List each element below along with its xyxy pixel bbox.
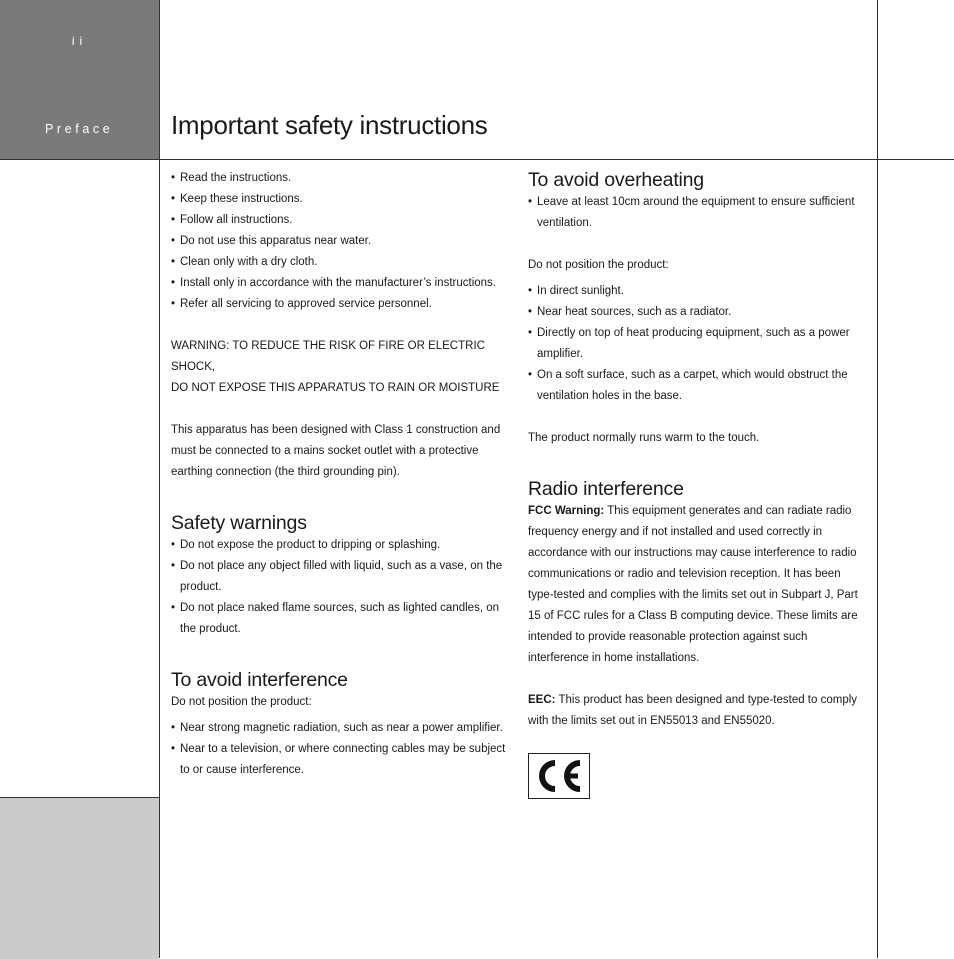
eec-label: EEC: (528, 694, 556, 706)
right-rule (877, 0, 878, 958)
sidebar-footer-panel (0, 797, 159, 959)
list-item: • Refer all servicing to approved service personnel. (171, 294, 511, 315)
safety-warnings-heading: Safety warnings (171, 512, 307, 534)
warning-line-1: WARNING: TO REDUCE THE RISK OF FIRE OR ELECTRIC SHOCK, (171, 340, 485, 373)
fcc-label: FCC Warning: (528, 505, 605, 517)
warning-line-2: DO NOT EXPOSE THIS APPARATUS TO RAIN OR MOISTURE (171, 382, 500, 394)
ce-mark-icon (533, 757, 585, 795)
list-item: • Clean only with a dry cloth. (171, 252, 511, 273)
fcc-text: This equipment generates and can radiate radio frequency energy and if not installed and used correctly in accordance with our instructions may cause interference to radio communications or radio and television reception. It has been type-tested and complies with the limits set out in Subpart J, Part 15 of FCC rules for a Class B computing device. These limits are intended to provide reasonable protection against such interference in home installations. (528, 505, 858, 664)
section-label: Preface (45, 122, 114, 136)
overheating-intro: Do not position the product: (528, 259, 669, 271)
page-number: ii (71, 34, 88, 48)
overheating-list (528, 192, 866, 234)
list-item: • Do not place naked flame sources, such as lighted candles, on the product. (171, 598, 511, 640)
list-item: • Keep these instructions. (171, 189, 511, 210)
right-column (528, 168, 866, 799)
eec-paragraph (528, 690, 866, 732)
interference-intro: Do not position the product: (171, 696, 312, 708)
list-item: • On a soft surface, such as a carpet, which would obstruct the ventilation holes in the base. (528, 365, 866, 407)
ce-mark-logo (528, 753, 590, 799)
general-instructions-list (171, 168, 511, 315)
list-item: • Follow all instructions. (171, 210, 511, 231)
left-column (171, 168, 511, 781)
interference-heading: To avoid interference (171, 669, 348, 691)
list-item: • Near to a television, or where connecting cables may be subject to or cause interference. (171, 739, 511, 781)
overheating-position-list (528, 281, 866, 407)
list-item: • Do not place any object filled with liquid, such as a vase, on the product. (171, 556, 511, 598)
list-item: • Install only in accordance with the manufacturer’s instructions. (171, 273, 511, 294)
list-item: • Read the instructions. (171, 168, 511, 189)
radio-heading: Radio interference (528, 478, 684, 500)
overheating-note: The product normally runs warm to the touch. (528, 432, 760, 444)
sidebar-header-panel (0, 0, 159, 159)
eec-text: This product has been designed and type-tested to comply with the limits set out in EN55013 and EN55020. (528, 694, 858, 727)
class1-paragraph: This apparatus has been designed with Class 1 construction and must be connected to a mains socket outlet with a protective earthing connection (the third grounding pin). (171, 424, 501, 478)
list-item: • Directly on top of heat producing equipment, such as a power amplifier. (528, 323, 866, 365)
interference-list (171, 718, 511, 781)
list-item: • Do not expose the product to dripping or splashing. (171, 535, 511, 556)
list-item: • Do not use this apparatus near water. (171, 231, 511, 252)
safety-warnings-list (171, 535, 511, 640)
list-item: • Leave at least 10cm around the equipment to ensure sufficient ventilation. (528, 192, 866, 234)
overheating-heading: To avoid overheating (528, 169, 704, 191)
left-rule (159, 0, 160, 958)
page-title: Important safety instructions (171, 110, 488, 140)
header-rule (0, 159, 954, 160)
fcc-paragraph (528, 501, 866, 669)
list-item: • Near heat sources, such as a radiator. (528, 302, 866, 323)
list-item: • Near strong magnetic radiation, such as near a power amplifier. (171, 718, 511, 739)
list-item: • In direct sunlight. (528, 281, 866, 302)
